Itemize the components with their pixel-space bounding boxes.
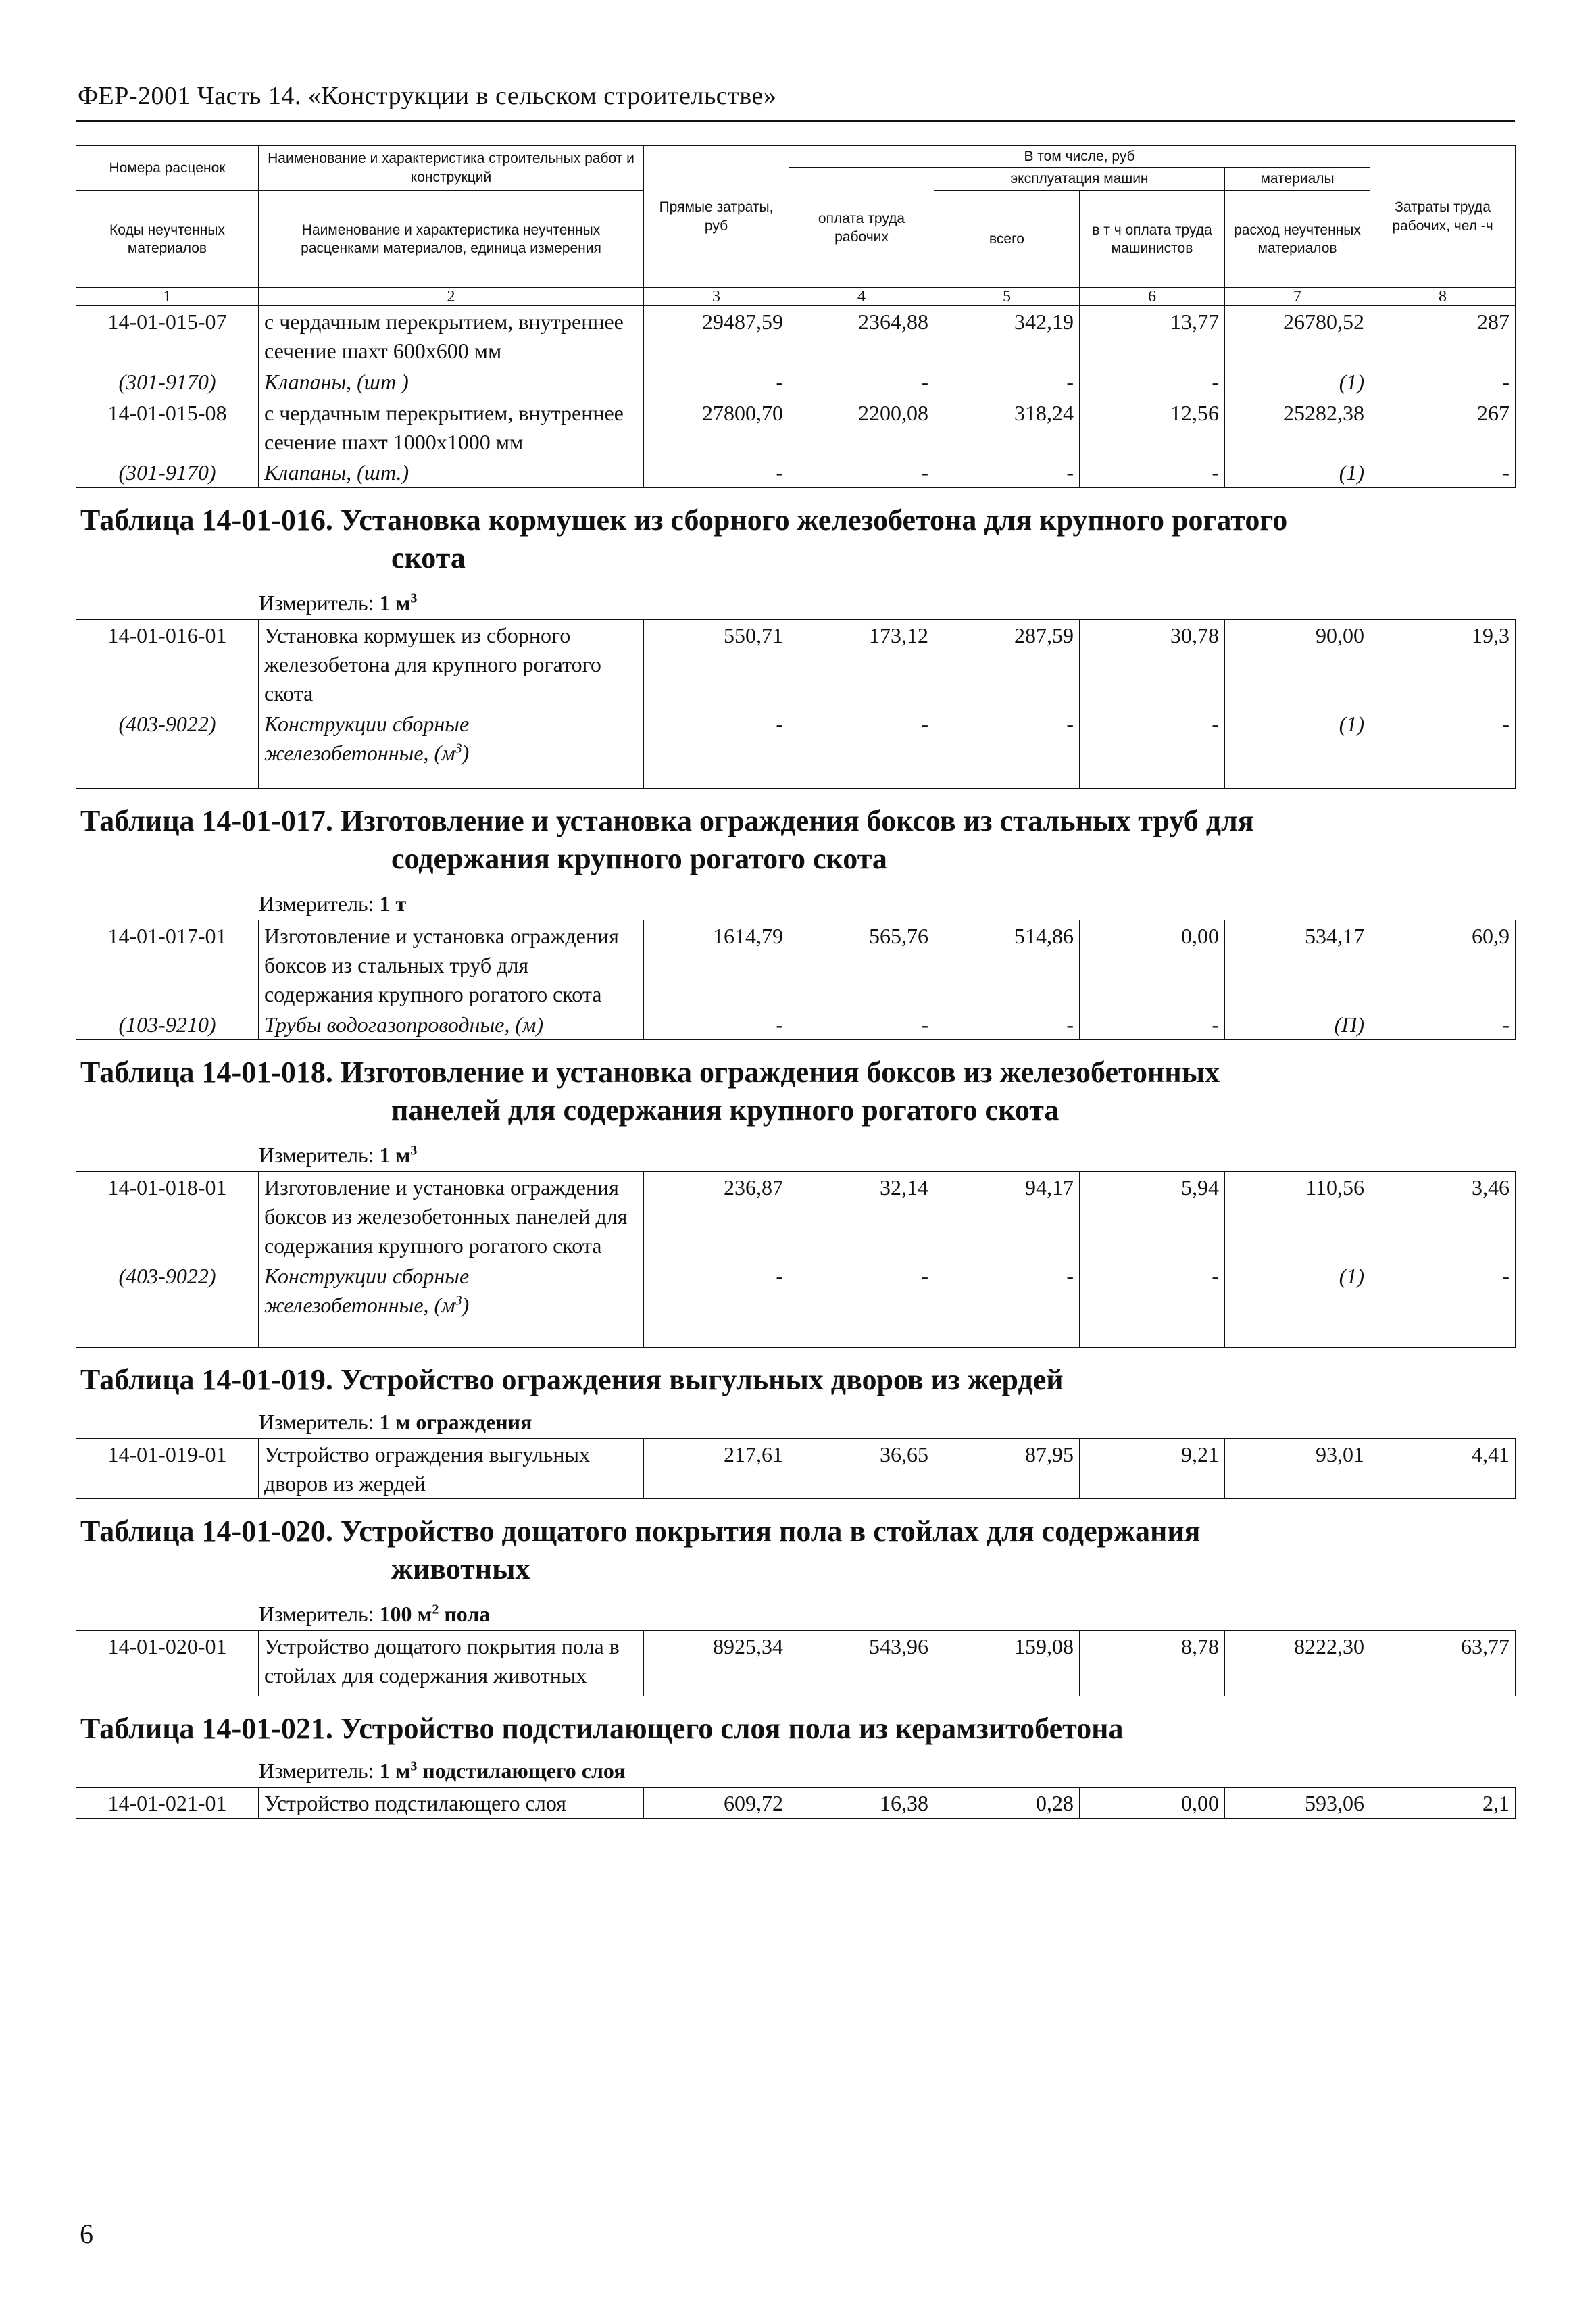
col-header-materials: материалы	[1225, 168, 1370, 191]
rate-code: (301-9170)	[76, 366, 259, 397]
table-row	[76, 457, 1516, 488]
section-unit	[76, 1408, 1515, 1435]
rate-code: 14-01-021-01	[76, 1788, 259, 1819]
section-title	[76, 1040, 1515, 1129]
column-number: 4	[789, 288, 934, 306]
section-unit	[76, 1600, 1515, 1627]
unit-exponent: 3	[410, 1143, 418, 1158]
work-description-text: Изготовление и установка ограждения боксов из стальных труб для содержания крупного рогатого скота	[264, 924, 619, 1007]
value-cell: 12,56	[1080, 397, 1225, 458]
unit-value	[380, 1758, 626, 1783]
value-cell: -	[1370, 457, 1516, 488]
value-cell: 550,71	[644, 620, 789, 709]
unit-exponent: 3	[455, 1293, 462, 1308]
value-cell: 1614,79	[644, 920, 789, 1010]
value-cell: 342,19	[934, 306, 1080, 366]
work-description	[259, 920, 644, 1010]
value-cell: 8925,34	[644, 1631, 789, 1696]
value-cell: -	[1080, 457, 1225, 488]
unit-close: )	[462, 741, 470, 766]
unit-value-text: 100 м	[379, 1602, 432, 1627]
value-cell: -	[934, 457, 1080, 488]
rate-code: (403-9022)	[76, 1260, 259, 1348]
value-cell: -	[1370, 1260, 1516, 1348]
rate-code: (403-9022)	[76, 708, 259, 789]
section-title-continuation: животных	[391, 1552, 530, 1586]
value-cell: 565,76	[789, 920, 934, 1010]
column-number: 1	[76, 288, 259, 306]
table-row	[76, 620, 1516, 709]
section-title-main: Таблица 14-01-020. Устройство дощатого покрытия пола в стойлах для содержания	[80, 1515, 1201, 1548]
col-header-direct-costs: Прямые затраты, руб	[644, 146, 789, 288]
value-cell: 29487,59	[644, 306, 789, 366]
col-header-name-top: Наименование и характеристика строительных работ и конструкций	[259, 146, 644, 191]
value-cell: 0,00	[1080, 1788, 1225, 1819]
column-number: 7	[1225, 288, 1370, 306]
column-number: 5	[934, 288, 1080, 306]
value-cell: 13,77	[1080, 306, 1225, 366]
work-description: с чердачным перекрытием, внутреннее сечение шахт 1000х1000 мм	[259, 397, 644, 458]
table-row	[76, 920, 1516, 1010]
value-cell: -	[934, 366, 1080, 397]
work-description	[259, 1439, 644, 1499]
value-cell: 287,59	[934, 620, 1080, 709]
value-cell: 173,12	[789, 620, 934, 709]
table-row	[76, 1788, 1516, 1819]
unit-value	[380, 1602, 491, 1626]
value-cell: (1)	[1225, 1260, 1370, 1348]
rate-code: 14-01-017-01	[76, 920, 259, 1010]
table-section	[76, 1040, 1515, 1168]
section-unit	[76, 1141, 1515, 1168]
rate-code: 14-01-018-01	[76, 1172, 259, 1261]
page-number: 6	[80, 2219, 93, 2249]
value-cell: 0,28	[934, 1788, 1080, 1819]
col-header-labor: Затраты труда рабочих, чел -ч	[1370, 146, 1516, 288]
section-title-main: Таблица 14-01-016. Установка кормушек из сборного железобетона для крупного рогатого	[80, 503, 1288, 537]
work-description	[259, 1009, 644, 1040]
col-header-machinist-wages: в т ч оплата труда машинистов	[1080, 191, 1225, 288]
value-cell: 9,21	[1080, 1439, 1225, 1499]
unit-value	[380, 1143, 418, 1167]
unit-label: Измеритель:	[259, 1143, 380, 1168]
work-description-text: Трубы водогазопроводные, (м)	[264, 1012, 544, 1037]
table-row	[76, 1009, 1516, 1040]
value-cell: 90,00	[1225, 620, 1370, 709]
unit-label: Измеритель:	[259, 1758, 380, 1783]
unit-close: )	[462, 1293, 470, 1318]
unit-value-text: 1 м	[379, 591, 411, 616]
rate-code: 14-01-015-07	[76, 306, 259, 366]
section-title-main: Таблица 14-01-018. Изготовление и установка ограждения боксов из железобетонных	[80, 1056, 1220, 1089]
work-description-text: Устройство подстилающего слоя	[264, 1791, 566, 1816]
value-cell: -	[789, 1260, 934, 1348]
value-cell: -	[644, 366, 789, 397]
value-cell: -	[789, 366, 934, 397]
col-header-wages: оплата труда рабочих	[789, 168, 934, 288]
unit-value-text: 1 м	[379, 1143, 411, 1168]
value-cell: 60,9	[1370, 920, 1516, 1010]
value-cell: -	[934, 1260, 1080, 1348]
value-cell: -	[644, 1009, 789, 1040]
value-cell: 36,65	[789, 1439, 934, 1499]
table-row	[76, 397, 1516, 458]
value-cell: 8222,30	[1225, 1631, 1370, 1696]
value-cell: 25282,38	[1225, 397, 1370, 458]
column-number: 2	[259, 288, 644, 306]
section-title	[76, 488, 1515, 577]
value-cell: 159,08	[934, 1631, 1080, 1696]
value-cell: 2200,08	[789, 397, 934, 458]
value-cell: 287	[1370, 306, 1516, 366]
table-row	[76, 708, 1516, 789]
table-section	[76, 1499, 1515, 1627]
unit-label: Измеритель:	[259, 1410, 380, 1435]
value-cell: -	[1080, 708, 1225, 789]
unit-value-text: 1 м	[379, 1758, 411, 1783]
rate-code: 14-01-020-01	[76, 1631, 259, 1696]
col-header-codes-top: Номера расценок	[76, 146, 259, 191]
section-title	[76, 1348, 1515, 1399]
value-cell: 318,24	[934, 397, 1080, 458]
section-title-continuation: скота	[391, 541, 466, 575]
unit-exponent: 3	[410, 1758, 418, 1774]
value-cell: -	[934, 708, 1080, 789]
unit-value	[380, 1410, 532, 1434]
value-cell: 534,17	[1225, 920, 1370, 1010]
value-cell: 0,00	[1080, 920, 1225, 1010]
table-row	[76, 366, 1516, 397]
column-number: 6	[1080, 288, 1225, 306]
work-description: Клапаны, (шт )	[259, 366, 644, 397]
table-section	[76, 1348, 1515, 1435]
value-cell: 2364,88	[789, 306, 934, 366]
value-cell: 609,72	[644, 1788, 789, 1819]
value-cell: 32,14	[789, 1172, 934, 1261]
unit-label: Измеритель:	[259, 891, 380, 916]
value-cell: 5,94	[1080, 1172, 1225, 1261]
value-cell: 217,61	[644, 1439, 789, 1499]
work-description	[259, 708, 644, 789]
unit-value	[380, 891, 407, 916]
value-cell: (1)	[1225, 708, 1370, 789]
value-cell: -	[644, 457, 789, 488]
section-title-continuation: содержания крупного рогатого скота	[391, 842, 887, 876]
value-cell: 4,41	[1370, 1439, 1516, 1499]
value-cell: 93,01	[1225, 1439, 1370, 1499]
value-cell: 27800,70	[644, 397, 789, 458]
work-description	[259, 620, 644, 709]
value-cell: 8,78	[1080, 1631, 1225, 1696]
column-number: 8	[1370, 288, 1516, 306]
value-cell: 514,86	[934, 920, 1080, 1010]
value-cell: -	[1080, 1009, 1225, 1040]
work-description-text: Устройство ограждения выгульных дворов из жердей	[264, 1442, 590, 1496]
value-cell: (1)	[1225, 366, 1370, 397]
value-cell: -	[789, 708, 934, 789]
section-unit	[76, 589, 1515, 616]
value-cell: (П)	[1225, 1009, 1370, 1040]
section-title-main: Таблица 14-01-021. Устройство подстилающего слоя пола из керамзитобетона	[80, 1712, 1124, 1746]
value-cell: 26780,52	[1225, 306, 1370, 366]
page-header: ФЕР-2001 Часть 14. «Конструкции в сельском строительстве»	[78, 82, 777, 110]
section-title	[76, 789, 1515, 878]
unit-value-rest: пола	[439, 1602, 491, 1627]
rates-table	[76, 1787, 1516, 1819]
value-cell: 19,3	[1370, 620, 1516, 709]
col-header-name-bottom: Наименование и характеристика неучтенных расценками материалов, единица измерения	[259, 191, 644, 288]
value-cell: 543,96	[789, 1631, 934, 1696]
value-cell: 236,87	[644, 1172, 789, 1261]
header-rule	[76, 120, 1515, 122]
value-cell: 30,78	[1080, 620, 1225, 709]
work-description	[259, 1788, 644, 1819]
value-cell: -	[1080, 1260, 1225, 1348]
section-unit	[76, 1757, 1515, 1784]
value-cell: -	[1080, 366, 1225, 397]
column-header-table	[76, 145, 1516, 488]
work-description-text: Установка кормушек из сборного железобетона для крупного рогатого скота	[264, 623, 601, 706]
table-section	[76, 488, 1515, 616]
table-section	[76, 789, 1515, 917]
work-description: Клапаны, (шт.)	[259, 457, 644, 488]
rates-table	[76, 1630, 1516, 1696]
unit-value	[380, 591, 418, 615]
table-row	[76, 1260, 1516, 1348]
work-description-text: Конструкции сборные железобетонные, (м	[264, 712, 470, 766]
col-header-group: В том числе, руб	[789, 146, 1370, 168]
rates-table	[76, 619, 1516, 789]
value-cell: -	[1370, 708, 1516, 789]
col-header-material-use: расход неучтенных материалов	[1225, 191, 1370, 288]
work-description	[259, 1260, 644, 1348]
table-row	[76, 1172, 1516, 1261]
value-cell: -	[789, 457, 934, 488]
rate-code: 14-01-016-01	[76, 620, 259, 709]
value-cell: -	[934, 1009, 1080, 1040]
work-description: с чердачным перекрытием, внутреннее сечение шахт 600х600 мм	[259, 306, 644, 366]
value-cell: -	[644, 708, 789, 789]
unit-exponent: 3	[455, 741, 462, 756]
section-title	[76, 1499, 1515, 1588]
section-title-continuation: панелей для содержания крупного рогатого скота	[391, 1093, 1059, 1127]
work-description	[259, 1631, 644, 1696]
work-description-text: Устройство дощатого покрытия пола в стойлах для содержания животных	[264, 1634, 620, 1688]
column-number-row	[76, 288, 1516, 306]
value-cell: 593,06	[1225, 1788, 1370, 1819]
unit-exponent: 2	[432, 1602, 439, 1617]
rate-code: 14-01-019-01	[76, 1439, 259, 1499]
value-cell: 2,1	[1370, 1788, 1516, 1819]
rates-table	[76, 1171, 1516, 1348]
work-description-text: Конструкции сборные железобетонные, (м	[264, 1264, 470, 1318]
table-row	[76, 306, 1516, 366]
unit-label: Измеритель:	[259, 1602, 380, 1627]
document-body	[76, 145, 1515, 1819]
unit-value-rest: подстилающего слоя	[417, 1758, 626, 1783]
section-title-main: Таблица 14-01-017. Изготовление и установка ограждения боксов из стальных труб для	[80, 804, 1254, 838]
rates-table	[76, 920, 1516, 1040]
rate-code: (301-9170)	[76, 457, 259, 488]
unit-label: Измеритель:	[259, 591, 380, 616]
value-cell: -	[789, 1009, 934, 1040]
unit-exponent: 3	[410, 591, 418, 606]
section-title-main: Таблица 14-01-019. Устройство ограждения выгульных дворов из жердей	[80, 1363, 1064, 1397]
rate-code: (103-9210)	[76, 1009, 259, 1040]
work-description	[259, 1172, 644, 1261]
value-cell: 94,17	[934, 1172, 1080, 1261]
value-cell: (1)	[1225, 457, 1370, 488]
value-cell: 63,77	[1370, 1631, 1516, 1696]
section-title	[76, 1696, 1515, 1748]
value-cell: -	[644, 1260, 789, 1348]
value-cell: 267	[1370, 397, 1516, 458]
unit-value-text: 1 м ограждения	[379, 1410, 532, 1435]
section-unit	[76, 890, 1515, 917]
rate-code: 14-01-015-08	[76, 397, 259, 458]
value-cell: 3,46	[1370, 1172, 1516, 1261]
value-cell: -	[1370, 366, 1516, 397]
value-cell: 16,38	[789, 1788, 934, 1819]
table-row	[76, 1631, 1516, 1696]
value-cell: 87,95	[934, 1439, 1080, 1499]
col-header-codes-bottom: Коды неучтенных материалов	[76, 191, 259, 288]
col-header-machines: эксплуатация машин	[934, 168, 1225, 191]
col-header-machines-total: всего	[934, 191, 1080, 288]
work-description-text: Изготовление и установка ограждения боксов из железобетонных панелей для содержания крупного рогатого скота	[264, 1175, 628, 1258]
value-cell: 110,56	[1225, 1172, 1370, 1261]
table-section	[76, 1696, 1515, 1784]
table-row	[76, 1439, 1516, 1499]
column-number: 3	[644, 288, 789, 306]
value-cell: -	[1370, 1009, 1516, 1040]
unit-value-text: 1 т	[379, 891, 407, 916]
rates-table	[76, 1438, 1516, 1499]
